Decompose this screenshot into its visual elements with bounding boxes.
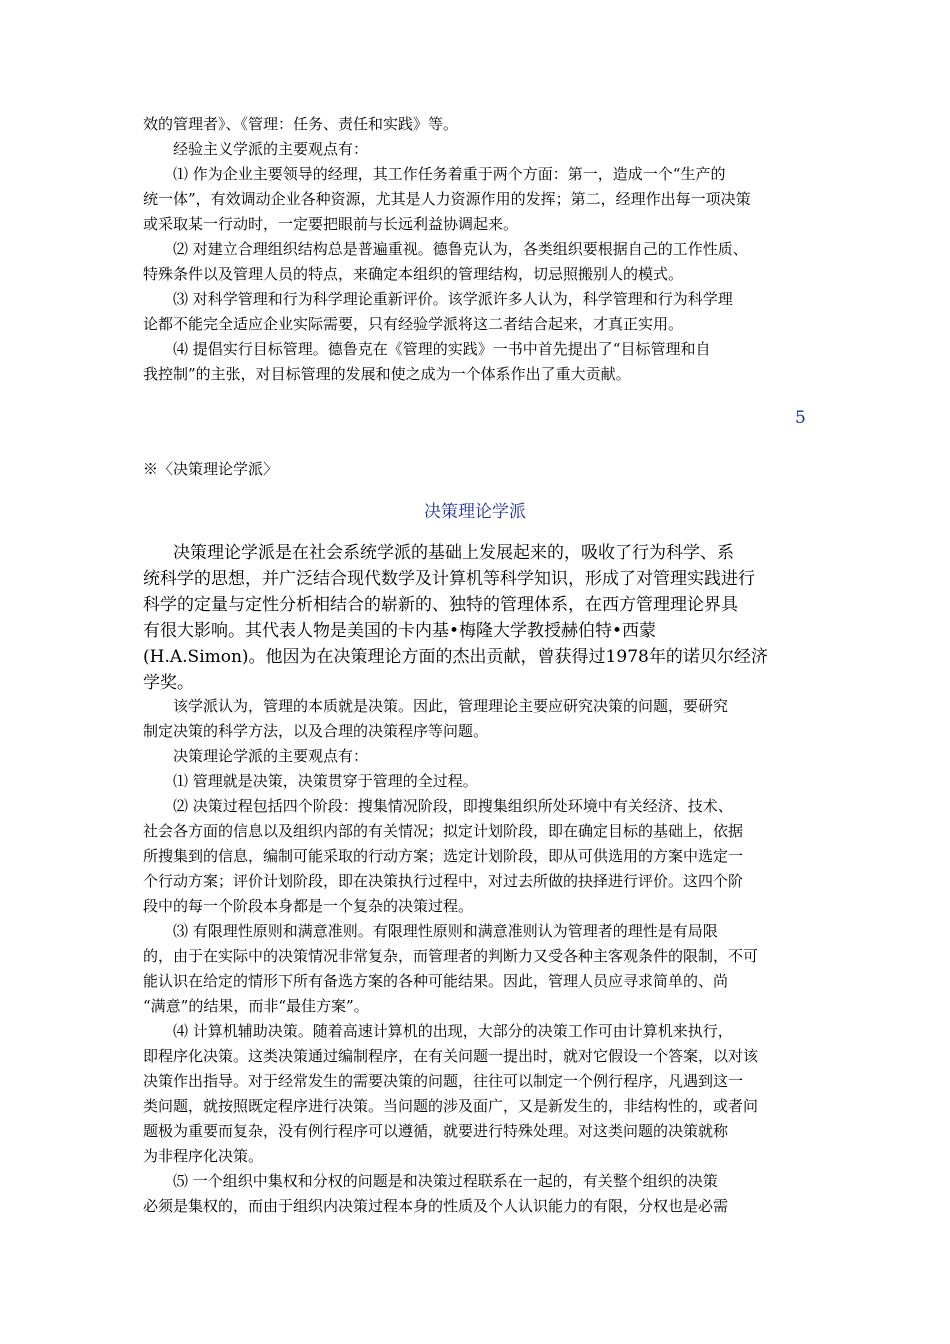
paragraph-line: 经验主义学派的主要观点有：: [173, 140, 369, 158]
section-experience-school-text: [143, 112, 818, 387]
paragraph-line: 类问题，就按照既定程序进行决策。当问题的涉及面广，又是新发生的，非结构性的，或者问: [143, 1097, 759, 1115]
paragraph-line: ⑴ 管理就是决策，决策贯穿于管理的全过程。: [173, 772, 478, 790]
paragraph-line: ⑶ 对科学管理和行为科学理论重新评价。该学派许多人认为，科学管理和行为科学理: [173, 290, 733, 308]
paragraph-line: 或采取某一行动时，一定要把眼前与长远利益协调起来。: [143, 215, 519, 233]
paragraph-line: 个行动方案；评价计划阶段，即在决策执行过程中，对过去所做的抉择进行评价。这四个阶: [143, 872, 744, 890]
paragraph-line: 效的管理者》、《管理：任务、责任和实践》等。: [143, 115, 459, 133]
paragraph-line: 题极为重要而复杂，没有例行程序可以遵循，就要进行特殊处理。对这类问题的决策就称: [143, 1122, 729, 1140]
paragraph-line: 有很大影响。其代表人物是美国的卡内基•梅隆大学教授赫伯特•西蒙: [143, 621, 657, 641]
paragraph-line: 科学的定量与定性分析相结合的崭新的、独特的管理体系，在西方管理理论界具: [143, 595, 738, 615]
section-marker: ※〈决策理论学派〉: [143, 460, 279, 478]
paragraph-line: 必须是集权的，而由于组织内决策过程本身的性质及个人认识能力的有限，分权也是必需: [143, 1197, 729, 1215]
paragraph-line: ⑶ 有限理性原则和满意准则。有限理性原则和满意准则认为管理者的理性是有局限: [173, 922, 718, 940]
paragraph-line: 学奖。: [143, 673, 194, 693]
paragraph-line: 特殊条件以及管理人员的特点，来确定本组织的管理结构，切忌照搬别人的模式。: [143, 265, 684, 283]
section-decision-school-text: [143, 694, 818, 1219]
paragraph-line: 能认识在给定的情形下所有备选方案的各种可能结果。因此，管理人员应寻求简单的、尚: [143, 972, 729, 990]
paragraph-line: 统科学的思想，并广泛结合现代数学及计算机等科学知识，形成了对管理实践进行: [143, 569, 755, 589]
paragraph-line: 该学派认为，管理的本质就是决策。因此，管理理论主要应研究决策的问题，要研究: [173, 697, 729, 715]
paragraph-line: 我控制”的主张，对目标管理的发展和使之成为一个体系作出了重大贡献。: [143, 365, 631, 383]
paragraph-line: 段中的每一个阶段本身都是一个复杂的决策过程。: [143, 897, 474, 915]
section-title: 决策理论学派: [424, 502, 526, 522]
page-number: 5: [795, 408, 806, 428]
paragraph-line: 制定决策的科学方法，以及合理的决策程序等问题。: [143, 722, 489, 740]
intro-paragraph: [143, 540, 818, 696]
paragraph-line: ⑸ 一个组织中集权和分权的问题是和决策过程联系在一起的，有关整个组织的决策: [173, 1172, 718, 1190]
paragraph-line: 统一体”，有效调动企业各种资源，尤其是人力资源作用的发挥；第二，经理作出每一项决策: [143, 190, 751, 208]
paragraph-line: 为非程序化决策。: [143, 1147, 264, 1165]
paragraph-line: ⑷ 计算机辅助决策。随着高速计算机的出现，大部分的决策工作可由计算机来执行，: [173, 1022, 733, 1040]
paragraph-line: 论都不能完全适应企业实际需要，只有经验学派将这二者结合起来，才真正实用。: [143, 315, 684, 333]
paragraph-line: 决策理论学派是在社会系统学派的基础上发展起来的，吸收了行为科学、系: [173, 543, 734, 563]
paragraph-line: (H.A.Simon)。他因为在决策理论方面的杰出贡献，曾获得过1978年的诺贝尔经济: [143, 647, 768, 667]
paragraph-line: 即程序化决策。这类决策通过编制程序，在有关问题一提出时，就对它假设一个答案，以对该: [143, 1047, 759, 1065]
paragraph-line: 社会各方面的信息以及组织内部的有关情况；拟定计划阶段，即在确定目标的基础上，依据: [143, 822, 744, 840]
paragraph-line: ⑵ 决策过程包括四个阶段：搜集情况阶段，即搜集组织所处环境中有关经济、技术、: [173, 797, 733, 815]
paragraph-line: ⑴ 作为企业主要领导的经理，其工作任务着重于两个方面：第一，造成一个“生产的: [173, 165, 726, 183]
paragraph-line: ⑷ 提倡实行目标管理。德鲁克在《管理的实践》一书中首先提出了“目标管理和自: [173, 340, 711, 358]
paragraph-line: 的，由于在实际中的决策情况非常复杂，而管理者的判断力又受各种主客观条件的限制，不可: [143, 947, 759, 965]
paragraph-line: ⑵ 对建立合理组织结构总是普遍重视。德鲁克认为，各类组织要根据自己的工作性质、: [173, 240, 748, 258]
paragraph-line: 所搜集到的信息，编制可能采取的行动方案；选定计划阶段，即从可供选用的方案中选定一: [143, 847, 744, 865]
paragraph-line: 决策作出指导。对于经常发生的需要决策的问题，往往可以制定一个例行程序，凡遇到这一: [143, 1072, 744, 1090]
paragraph-line: 决策理论学派的主要观点有：: [173, 747, 369, 765]
paragraph-line: “满意”的结果，而非“最佳方案”。: [143, 997, 369, 1015]
